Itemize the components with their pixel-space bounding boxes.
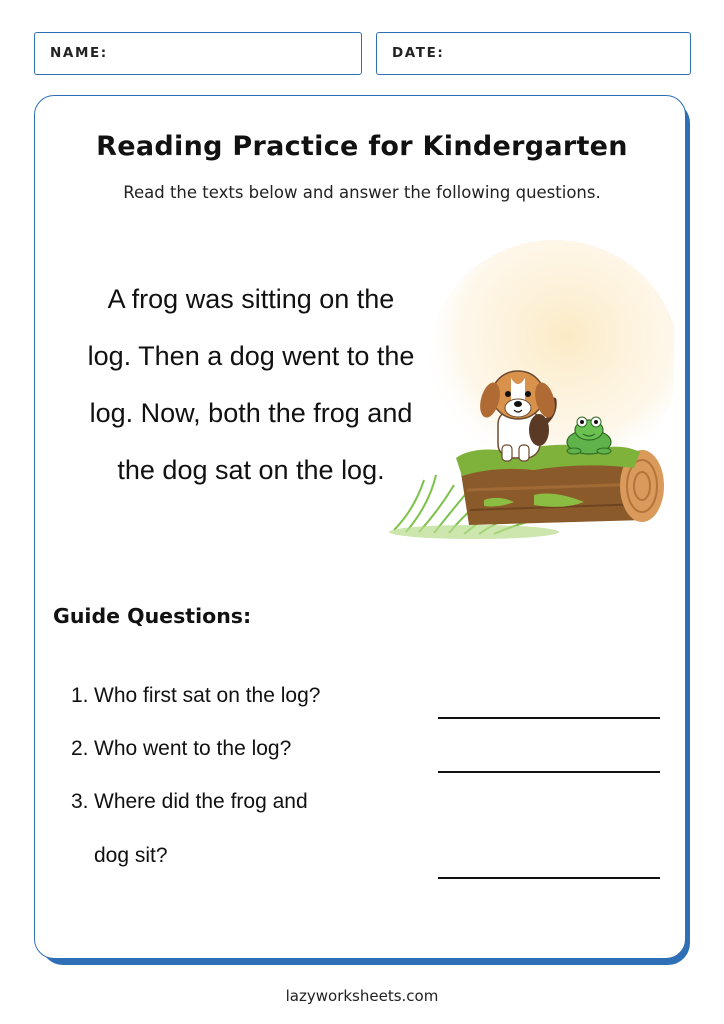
page-title: Reading Practice for Kindergarten	[96, 131, 628, 162]
date-label: DATE:	[392, 45, 445, 61]
answer-line[interactable]	[438, 877, 660, 879]
story-line: A frog was sitting on the	[107, 284, 395, 314]
question-text: Who first sat on the log?	[94, 684, 321, 707]
site-footer: lazyworksheets.com	[285, 987, 439, 1005]
story-line: log. Then a dog went to the	[87, 341, 415, 371]
question-number: 3.	[71, 790, 89, 813]
log-icon	[456, 445, 664, 525]
story-line: log. Now, both the frog and	[89, 398, 413, 428]
answer-line[interactable]	[438, 717, 660, 719]
story-line: the dog sat on the log.	[117, 455, 385, 485]
name-label: NAME:	[50, 45, 108, 61]
question-text: Where did the frog and	[94, 790, 308, 813]
name-field[interactable]	[34, 32, 362, 75]
question-text: dog sit?	[94, 844, 168, 867]
dog-and-frog-illustration	[384, 240, 674, 540]
question-number: 1.	[71, 684, 89, 707]
answer-line[interactable]	[438, 771, 660, 773]
question-text: Who went to the log?	[94, 737, 292, 760]
date-field[interactable]	[376, 32, 691, 75]
guide-questions-heading: Guide Questions:	[53, 604, 252, 628]
instructions: Read the texts below and answer the following questions.	[123, 183, 601, 202]
watercolor-wash	[429, 240, 674, 480]
question-number: 2.	[71, 737, 89, 760]
